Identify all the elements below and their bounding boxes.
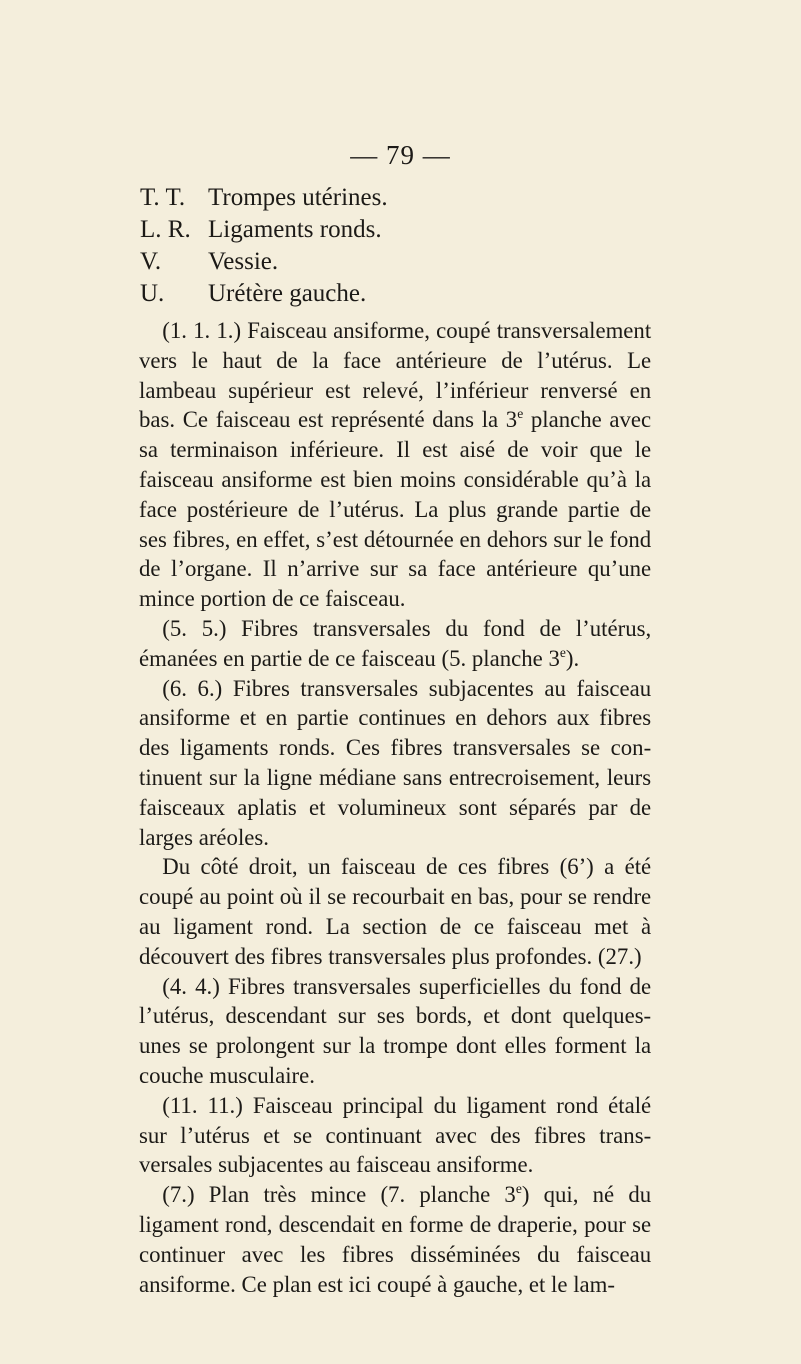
body-text [139,317,651,1300]
legend-text: Vessie. [208,248,279,275]
paragraph: (4. 4.) Fibres transversales superficielles du fond de l’utérus, descendant sur ses bords, et dont quelques-unes se prolongent sur la trompe dont elles forment la couche musculaire. [139,973,652,1089]
ordinal-number: 3 [505,407,518,434]
ordinal-superscript: e [559,645,566,661]
page-number: — 79 — [350,140,451,170]
paragraph: (6. 6.) Fibres transversales subjacentes au faisceau ansiforme et en partie continues en dehors aux fibres des ligaments ronds. Ces fibres transversales se continuent sur la ligne médiane sans entrecroisement, leurs faisceaux aplatis et volumineux sont séparés par de larges aréoles. [139,675,652,851]
legend-item [140,182,388,214]
paragraph-text: (1. 1. 1.) Faisceau ansiforme, coupé transversalement vers le haut de la face antérieure de l’utérus. Le lambeau supérieur est relevé, l’inférieur renversé en bas. Ce faisceau est représenté dans la [139,318,652,434]
legend-abbr: L. R. [140,216,191,243]
legend-text: Ligaments ronds. [208,216,382,243]
paragraph: (11. 11.) Faisceau principal du ligament rond étalé sur l’utérus et se continuant avec des fibres transversales subjacentes au faisceau ansiforme. [139,1092,652,1179]
legend-item [140,214,388,246]
legend-item [140,246,388,278]
figure-legend [140,182,388,310]
paragraph-text: ). [565,645,580,672]
legend-item [140,278,388,310]
paragraph [139,615,651,675]
paragraph-text: (7.) Plan très mince (7. planche [162,1182,491,1209]
legend-abbr: V. [140,248,162,275]
paragraph-text: (5. 5.) Fibres transversales du fond de l’utérus, émanées en partie de ce faisceau (5. planche [139,615,652,672]
legend-text: Trompes utérines. [208,184,388,211]
legend-text: Urétère gauche. [208,280,367,307]
legend-abbr: U. [140,280,165,307]
paragraph [139,1181,651,1300]
ordinal-superscript: e [517,407,524,423]
paragraph-text: ) qui, né du ligament rond, descendait en forme de draperie, pour se continuer avec les fibres disséminées du faisceau ansiforme. Ce plan est ici coupé à gauche, et le lam- [139,1182,652,1298]
legend-abbr: T. T. [140,184,186,211]
ordinal-superscript: e [515,1182,522,1198]
paragraph-text: planche avec sa terminaison inférieure. Il est aisé de voir que le faisceau ansiforme est bien moins considérable qu’à la face postérieure de l’utérus. La plus grande partie de ses fibres, en effet, s’est détournée en dehors sur le fond de l’organe. Il n’arrive sur sa face antérieure qu’une mince portion de ce faisceau. [139,407,652,613]
ordinal-number: 3 [548,645,560,672]
paragraph: Du côté droit, un faisceau de ces fibres (6’) a été coupé au point où il se recourbait en bas, pour se rendre au ligament rond. La section de ce faisceau met à découvert des fibres transversales plus profondes. (27.) [139,854,652,970]
paragraph [139,317,651,615]
ordinal-number: 3 [504,1182,516,1209]
